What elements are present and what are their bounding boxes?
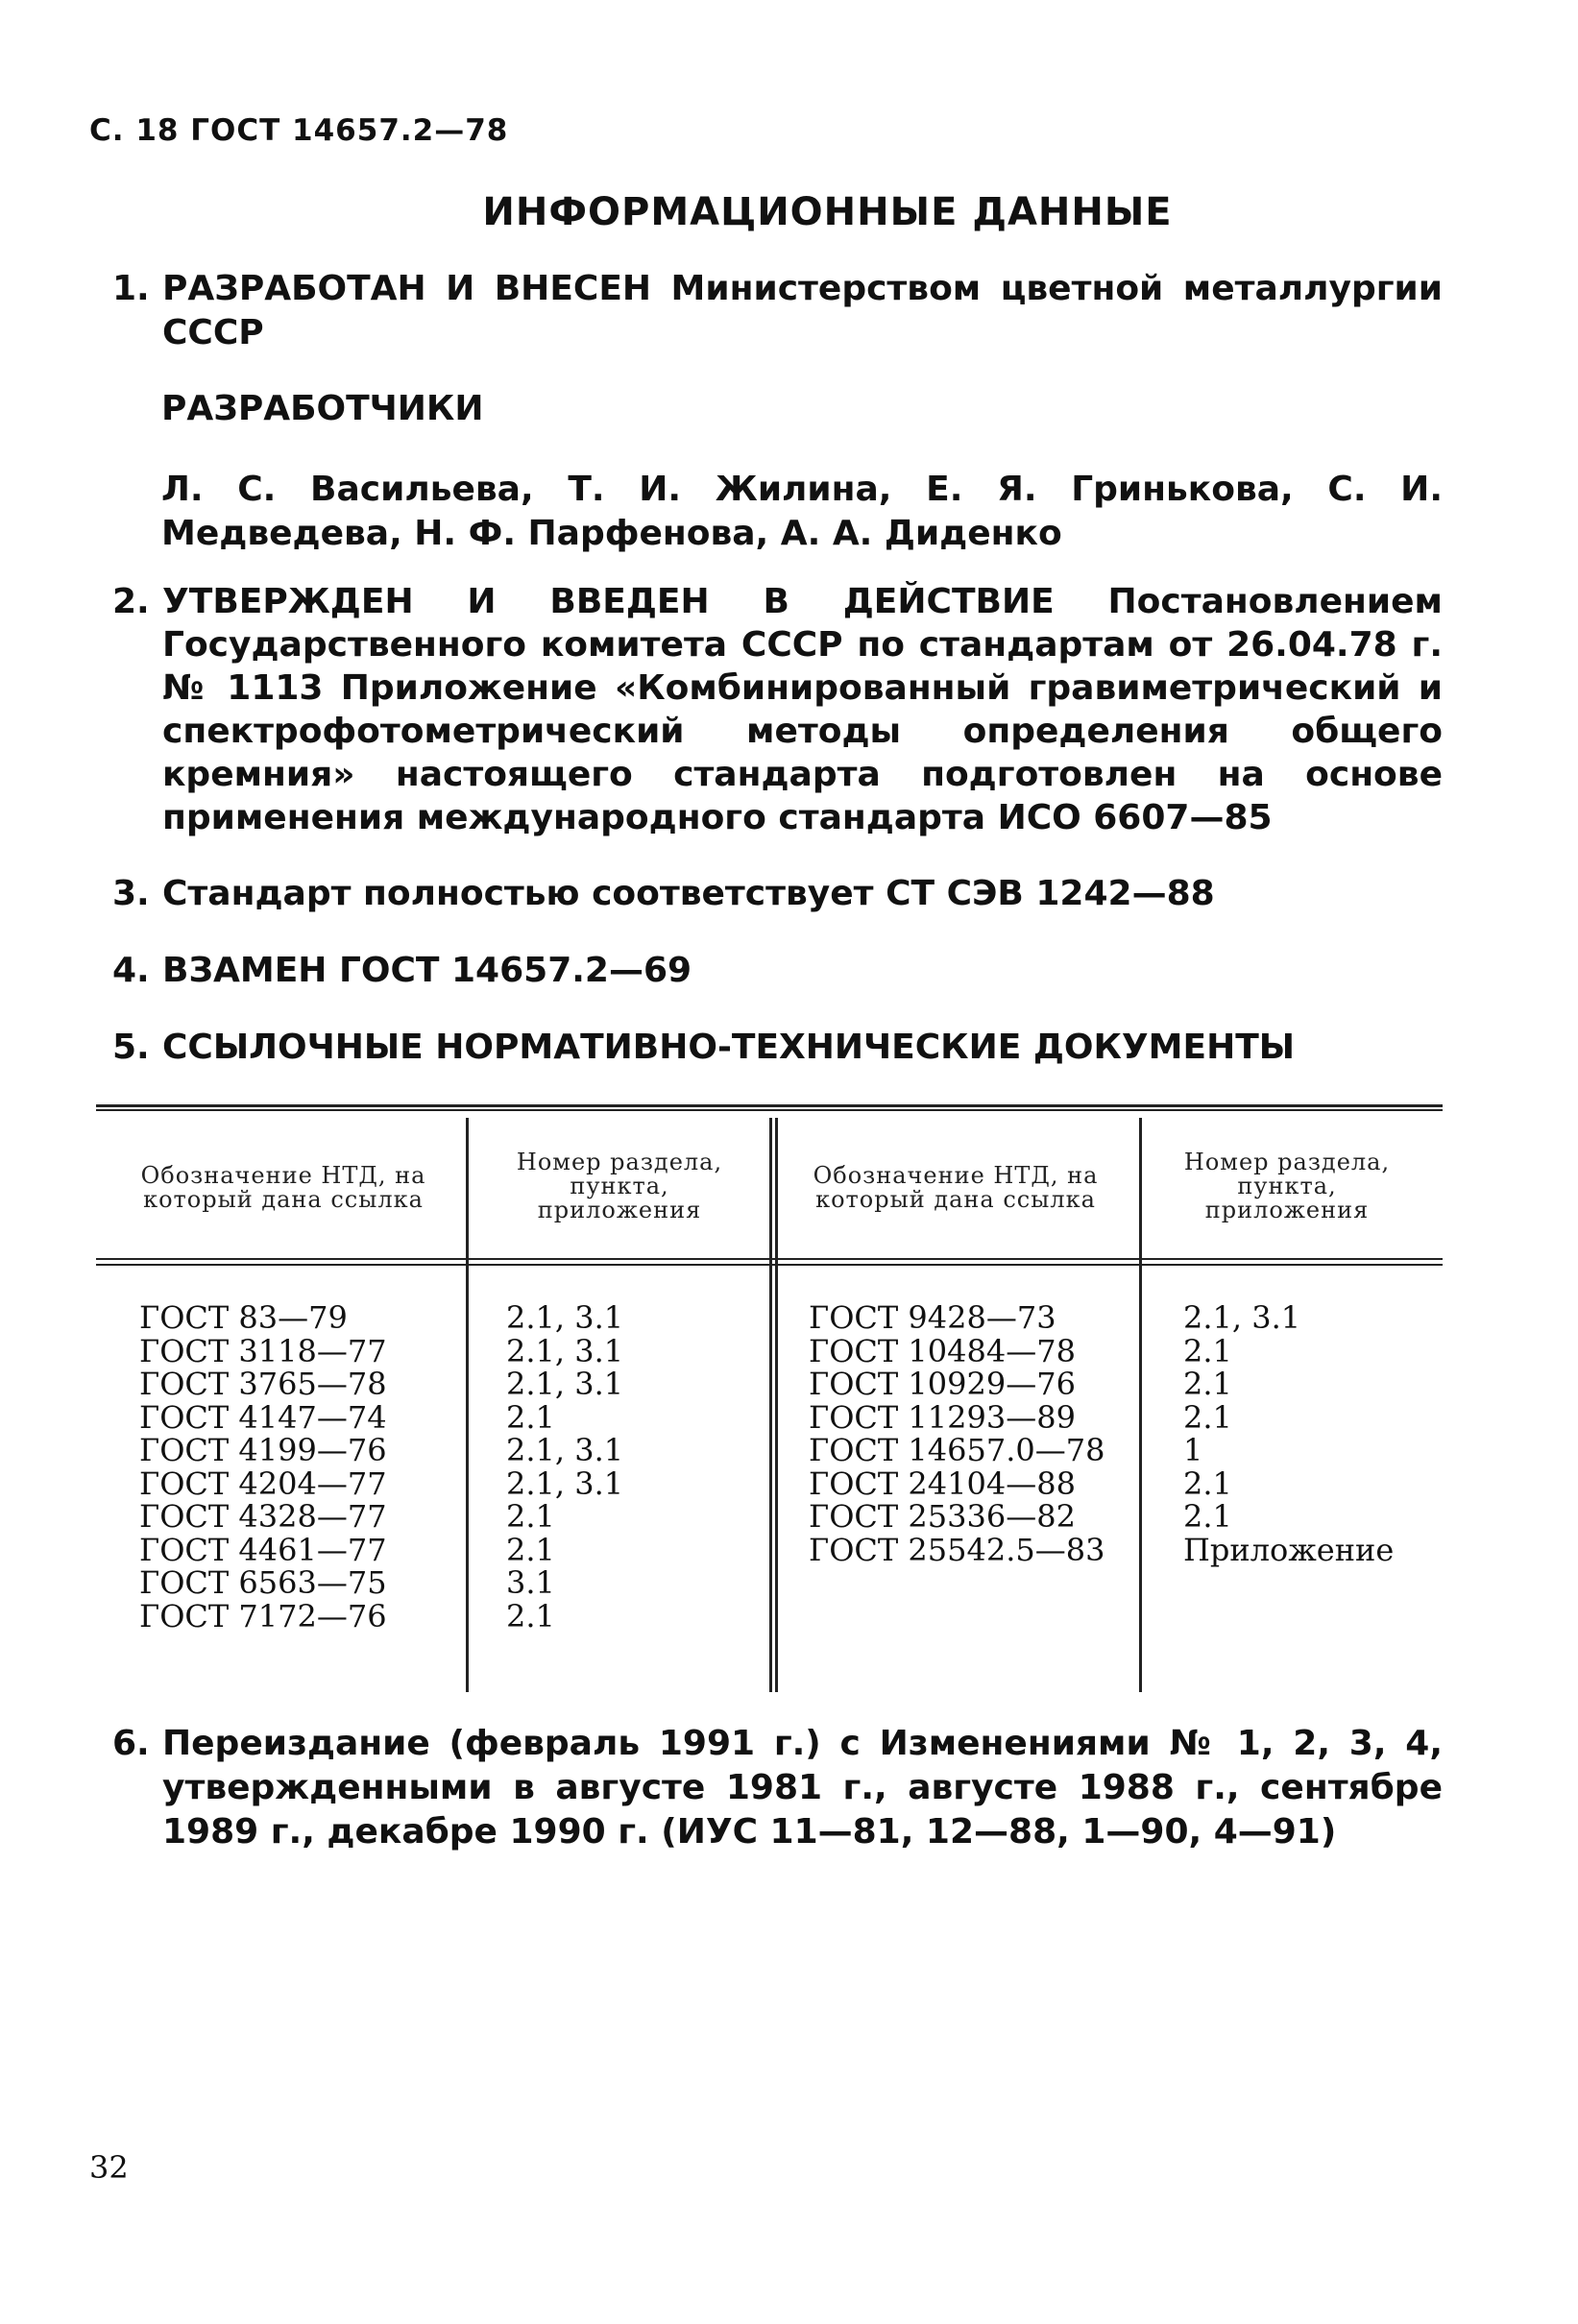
developers-heading: РАЗРАБОТЧИКИ: [161, 389, 484, 428]
item-body: [162, 267, 1443, 355]
table-cell: ГОСТ 11293—89: [809, 1398, 1076, 1436]
table-cell: 2.1: [1183, 1332, 1232, 1369]
item-4: [112, 949, 1443, 993]
table-cell: ГОСТ 24104—88: [809, 1465, 1076, 1502]
item-number: 4.: [112, 951, 150, 990]
item-2: [112, 580, 1443, 839]
table-top-rule: [96, 1104, 1443, 1107]
table-cell: ГОСТ 4204—77: [139, 1465, 387, 1502]
table-cell: ГОСТ 4199—76: [139, 1432, 387, 1468]
table-cell: ГОСТ 4147—74: [139, 1398, 387, 1436]
table-cell: 2.1: [1183, 1465, 1232, 1502]
item-text: Стандарт полностью соответствует СТ СЭВ 1242—88: [162, 874, 1215, 913]
item-text: Постановлением Государственного комитета СССР по стандартам от 26.04.78 г. № 1113 Приложение «Комбинированный гравиметрический и спектрофотометрический методы определения общего кремния» настоящего стандарта подготовлен на основе применения международного стандарта ИСО 6607—85: [162, 582, 1443, 837]
table-cell: 2.1, 3.1: [1183, 1299, 1301, 1336]
item-text: ВЗАМЕН ГОСТ 14657.2—69: [162, 951, 692, 990]
table-col-divider: [466, 1118, 469, 1692]
table-header-doc: Обозначение НТД, на который дана ссылка: [813, 1162, 1099, 1213]
table-cell: ГОСТ 7172—76: [139, 1597, 387, 1634]
table-col-divider: [775, 1118, 778, 1692]
table-header-ref: Номер раздела, пункта, приложения: [1183, 1149, 1391, 1223]
table-cell: ГОСТ 3765—78: [139, 1366, 387, 1402]
page-title: ИНФОРМАЦИОННЫЕ ДАННЫЕ: [482, 190, 1173, 234]
table-cell: 2.1: [1183, 1366, 1232, 1402]
left-refs-column: [506, 1301, 623, 1633]
table-cell: 2.1: [506, 1597, 555, 1634]
table-cell: 2.1: [1183, 1498, 1232, 1535]
table-cell: ГОСТ 25336—82: [809, 1498, 1076, 1535]
table-cell: 2.1: [506, 1531, 555, 1568]
item-number: 2.: [112, 582, 150, 621]
table-cell: ГОСТ 4328—77: [139, 1498, 387, 1535]
table-top-rule-inner: [96, 1109, 1443, 1111]
item-5: [112, 1026, 1443, 1070]
table-cell: 3.1: [506, 1564, 555, 1601]
table-col-divider: [1139, 1118, 1142, 1692]
table-cell: 2.1, 3.1: [506, 1465, 624, 1502]
right-docs-column: [809, 1301, 1105, 1566]
table-cell: 2.1: [506, 1498, 555, 1535]
item-text: Министерством цветной металлургии СССР: [162, 269, 1443, 352]
page-number: 32: [89, 2149, 129, 2186]
item-3: [112, 872, 1443, 916]
item-1: [112, 267, 1443, 355]
table-cell: ГОСТ 83—79: [139, 1299, 348, 1336]
item-number: 1.: [112, 269, 150, 308]
table-cell: 2.1, 3.1: [506, 1332, 624, 1369]
table-header-doc: Обозначение НТД, на который дана ссылка: [140, 1162, 426, 1213]
item-number: 3.: [112, 874, 150, 913]
item-text: ССЫЛОЧНЫЕ НОРМАТИВНО-ТЕХНИЧЕСКИЕ ДОКУМЕНТЫ: [162, 1028, 1296, 1067]
table-cell: ГОСТ 14657.0—78: [809, 1432, 1105, 1468]
table-cell: ГОСТ 9428—73: [809, 1299, 1056, 1336]
table-cell: 2.1: [506, 1398, 555, 1436]
table-cell: Приложение: [1183, 1531, 1395, 1568]
item-text: Переиздание (февраль 1991 г.) с Изменениями № 1, 2, 3, 4, утвержденными в августе 1981 г., августе 1988 г., сентябре 1989 г., декабре 1990 г. (ИУС 11—81, 12—88, 1—90, 4—91): [162, 1724, 1443, 1852]
right-refs-column: [1183, 1301, 1394, 1566]
item-number: 6.: [112, 1724, 150, 1763]
table-cell: ГОСТ 10929—76: [809, 1366, 1076, 1402]
table-cell: ГОСТ 25542.5—83: [809, 1531, 1105, 1568]
table-cell: 1: [1183, 1432, 1203, 1468]
item-lead: РАЗРАБОТАН И ВНЕСЕН: [162, 269, 652, 308]
table-cell: 2.1, 3.1: [506, 1432, 624, 1468]
item-body: [162, 580, 1443, 839]
left-docs-column: [139, 1301, 387, 1633]
table-col-divider: [769, 1118, 772, 1692]
item-lead: УТВЕРЖДЕН И ВВЕДЕН В ДЕЙСТВИЕ: [162, 582, 1055, 621]
table-cell: 2.1: [1183, 1398, 1232, 1436]
item-number: 5.: [112, 1028, 150, 1067]
table-cell: ГОСТ 6563—75: [139, 1564, 387, 1601]
running-header: С. 18 ГОСТ 14657.2—78: [89, 113, 509, 148]
table-cell: ГОСТ 10484—78: [809, 1332, 1076, 1369]
table-cell: ГОСТ 4461—77: [139, 1531, 387, 1568]
developers-names: Л. С. Васильева, Т. И. Жилина, Е. Я. Гринькова, С. И. Медведева, Н. Ф. Парфенова, А. А. Диденко: [161, 470, 1443, 553]
item-6: [112, 1722, 1443, 1854]
references-table: [96, 1104, 1443, 1692]
table-header-ref: Номер раздела, пункта, приложения: [516, 1149, 723, 1223]
table-cell: 2.1, 3.1: [506, 1366, 624, 1402]
table-cell: ГОСТ 3118—77: [139, 1332, 387, 1369]
table-cell: 2.1, 3.1: [506, 1299, 624, 1336]
